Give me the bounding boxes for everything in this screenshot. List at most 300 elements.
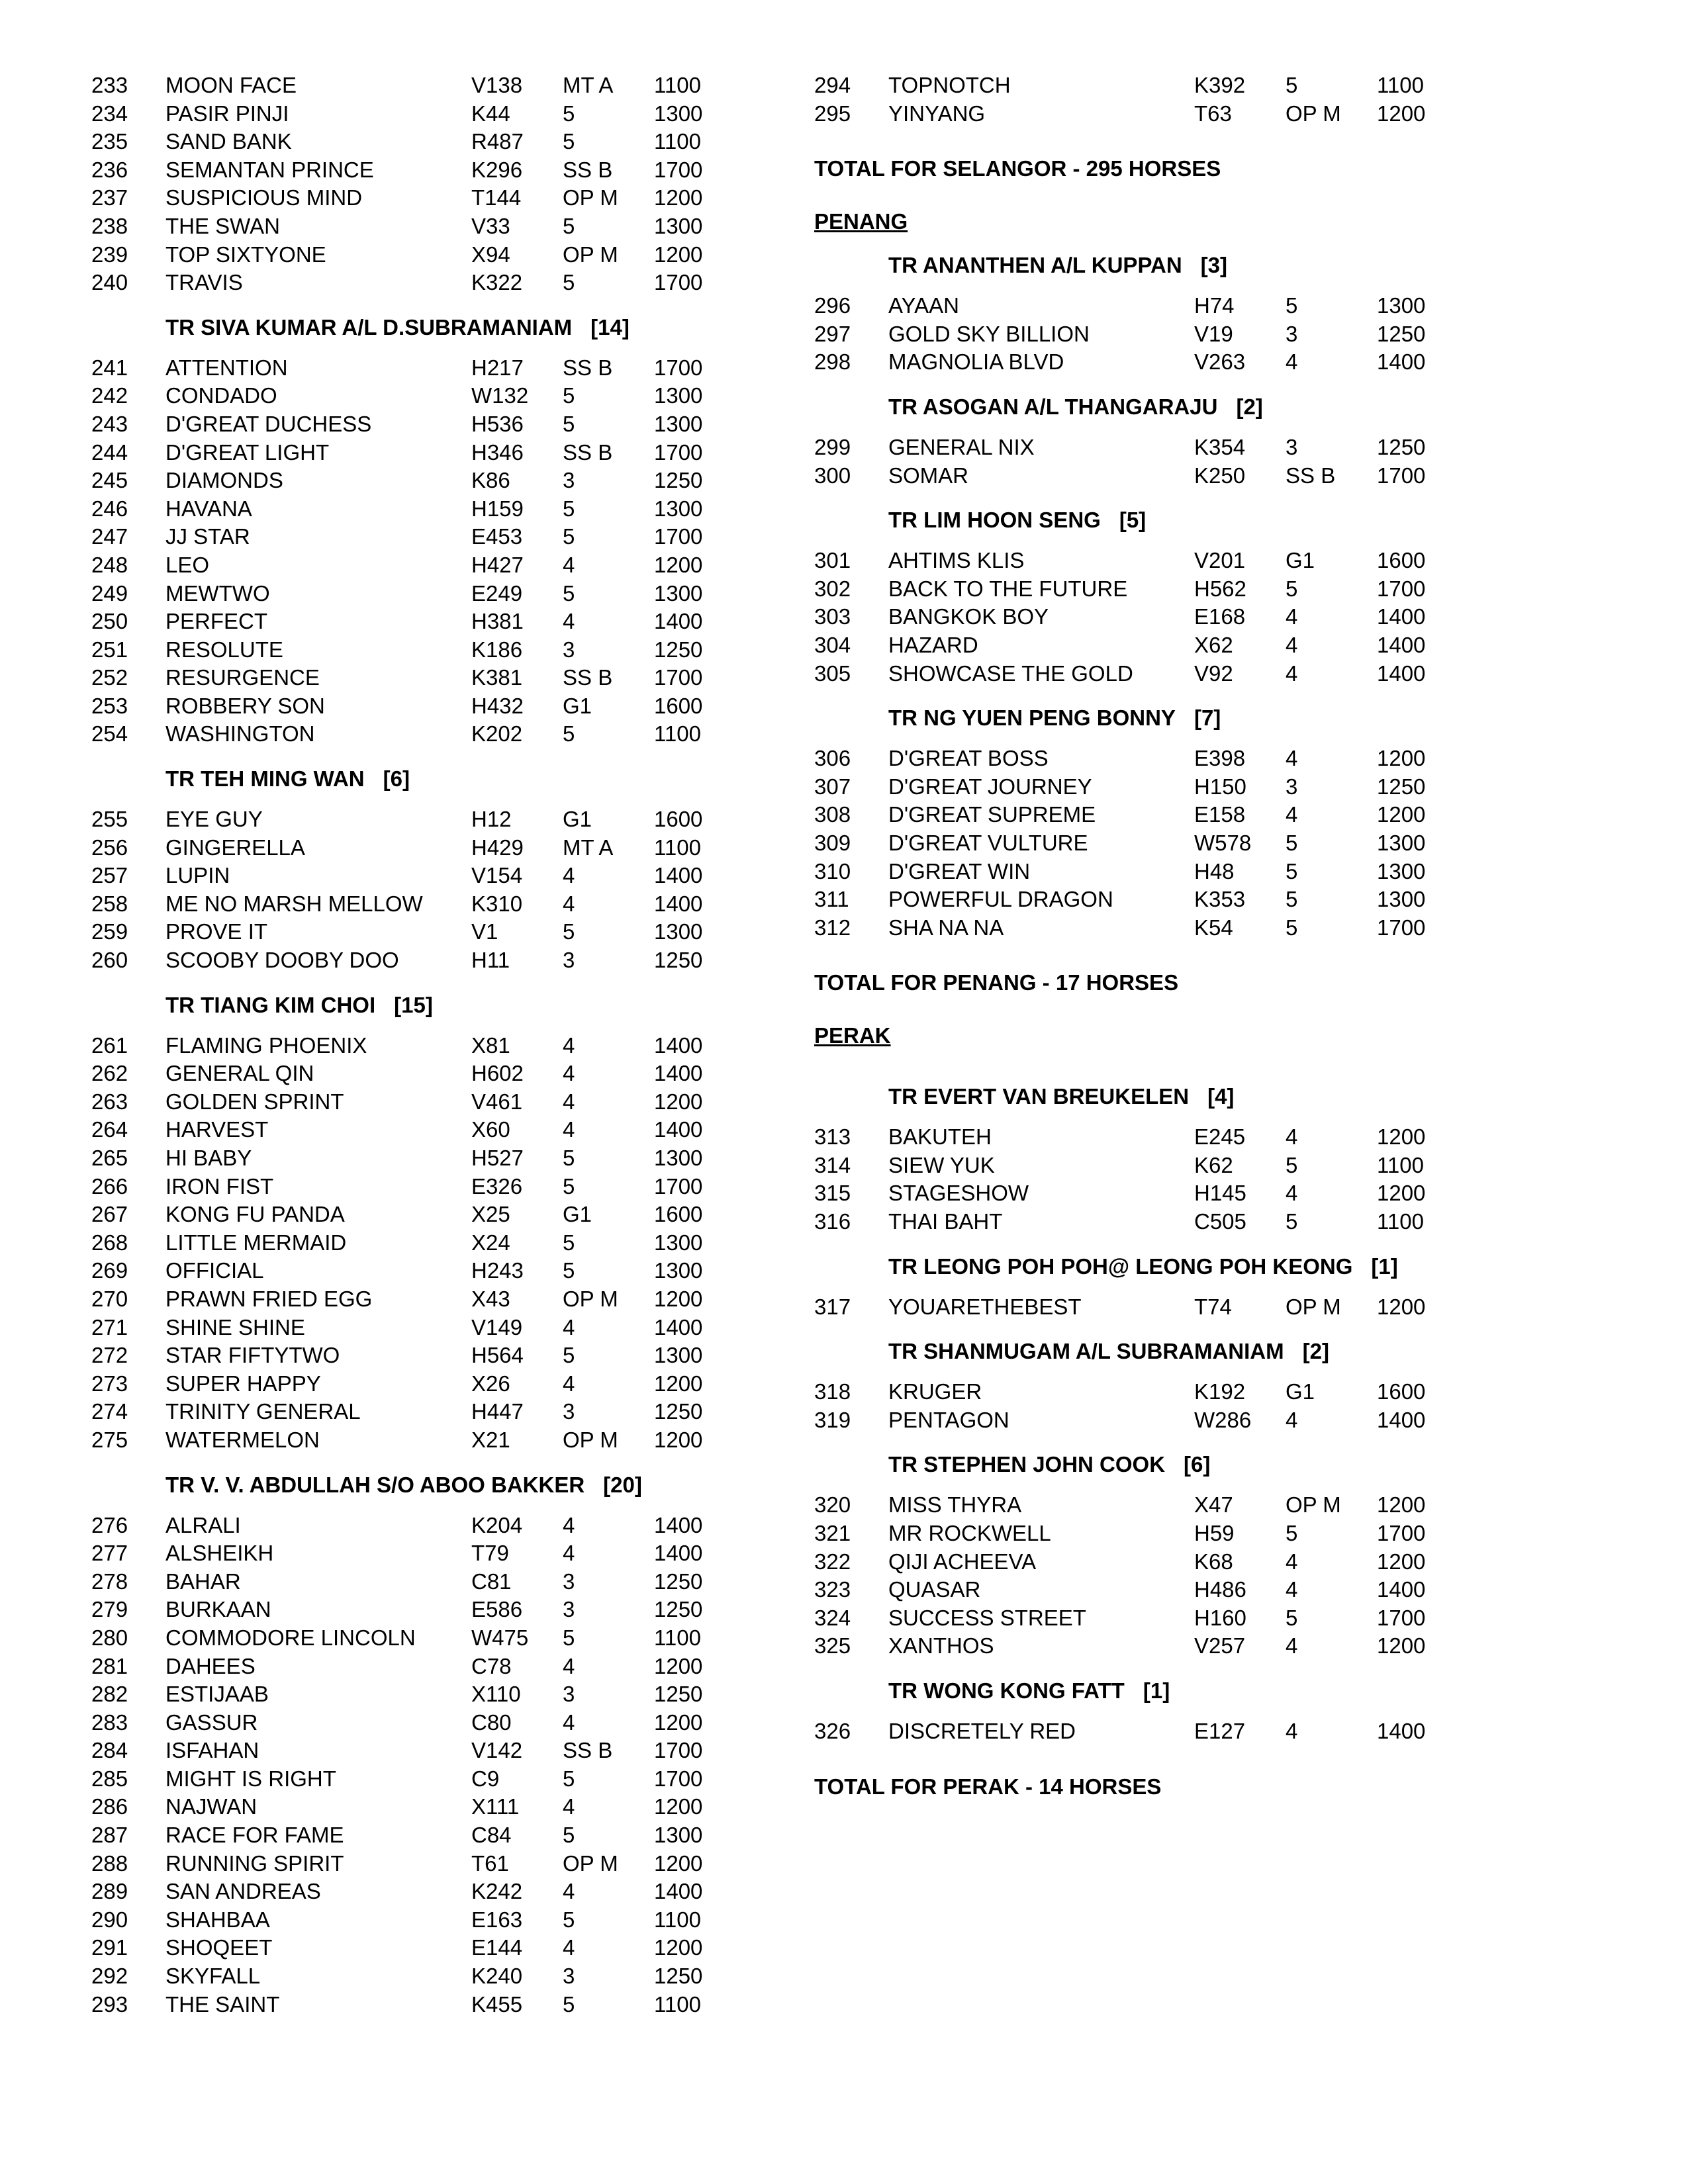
horse-code: E168 [1194,604,1246,629]
horse-code: E245 [1194,1124,1246,1150]
horse-name: D'GREAT VULTURE [888,830,1088,855]
entry-number: 257 [91,863,128,888]
horse-row [91,156,753,185]
horse-name: PASIR PINJI [165,101,289,126]
race-distance: 1700 [1377,463,1426,488]
horse-row [91,241,753,269]
race-class: 5 [563,129,575,154]
horse-row [91,212,753,241]
horse-row [91,636,753,664]
race-distance: 1700 [1377,576,1426,601]
race-class: 4 [563,1061,575,1086]
horse-row [91,608,753,636]
race-class: 5 [563,1991,575,2017]
race-class: G1 [1286,1379,1315,1404]
horse-code: H447 [471,1399,524,1424]
entry-number: 269 [91,1258,128,1283]
horse-name: SKYFALL [165,1964,261,1989]
race-distance: 1200 [1377,1124,1426,1150]
horse-row [814,1152,1609,1180]
entry-number: 295 [814,101,851,126]
race-distance: 1200 [654,1709,703,1735]
race-class: 5 [1286,858,1298,884]
race-class: 5 [563,1343,575,1368]
horse-row [814,462,1609,490]
entry-number: 292 [91,1964,128,1989]
race-distance: 1100 [654,73,701,97]
race-class: 4 [1286,1577,1298,1602]
entry-number: 261 [91,1032,128,1058]
horse-name: HAZARD [888,632,978,657]
horse-name: BAHAR [165,1569,241,1594]
race-class: OP M [563,242,618,267]
horse-code: K204 [471,1512,523,1537]
horse-name: CONDADO [165,383,277,408]
horse-code: V154 [471,863,523,888]
race-class: 4 [563,1653,575,1678]
race-distance: 1250 [1377,434,1426,459]
horse-name: GOLDEN SPRINT [165,1089,344,1114]
horse-code: T63 [1194,101,1232,126]
horse-row [91,1229,753,1257]
horse-row [91,1878,753,1906]
entry-number: 318 [814,1379,851,1404]
horse-name: PENTAGON [888,1407,1009,1432]
horse-row [814,1293,1609,1322]
horse-code: V92 [1194,660,1233,686]
race-class: 5 [563,496,575,521]
race-distance: 1600 [1377,1379,1426,1404]
race-class: 5 [1286,293,1298,318]
region-title-penang: PENANG [814,209,908,234]
entry-number: 239 [91,242,128,267]
race-class: MT A [563,835,614,860]
horse-code: H564 [471,1343,524,1368]
race-class: 5 [1286,915,1298,940]
horse-code: X60 [471,1117,510,1142]
horse-row [91,1624,753,1653]
race-distance: 1700 [654,1173,703,1199]
horse-row [91,918,753,946]
entry-number: 265 [91,1146,128,1170]
race-distance: 1250 [654,1964,703,1989]
horse-name: OFFICIAL [165,1258,264,1283]
horse-row [814,1491,1609,1520]
race-class: 4 [1286,632,1298,657]
horse-code: W286 [1194,1407,1252,1432]
horse-row [814,1520,1609,1548]
entry-number: 246 [91,496,128,521]
race-class: OP M [563,1286,618,1311]
horse-code: K86 [471,468,510,493]
entry-number: 303 [814,604,851,629]
horse-row [91,1398,753,1426]
horse-row [814,745,1609,773]
entry-number: 282 [91,1682,128,1707]
entry-number: 325 [814,1633,851,1659]
horse-row [814,1406,1609,1435]
horse-row [91,523,753,551]
entry-number: 251 [91,637,128,662]
race-distance: 1400 [654,1879,703,1904]
entry-number: 283 [91,1709,128,1735]
horse-name: ISFAHAN [165,1738,259,1763]
horse-name: D'GREAT WIN [888,858,1031,884]
horse-name: GOLD SKY BILLION [888,321,1090,346]
horse-code: X47 [1194,1492,1233,1518]
horse-row [814,1717,1609,1746]
horse-code: H346 [471,439,524,465]
race-distance: 1700 [654,1766,703,1791]
entry-number: 289 [91,1879,128,1904]
entry-number: 288 [91,1850,128,1876]
entry-number: 260 [91,948,128,973]
horse-code: X21 [471,1427,510,1452]
horse-row [91,862,753,890]
horse-code: H562 [1194,576,1246,601]
horse-row [91,1850,753,1878]
horse-code: K44 [471,101,510,126]
horse-row [814,547,1609,575]
horse-name: LUPIN [165,863,230,888]
trainer-heading [165,314,753,341]
horse-row [91,1596,753,1624]
horse-row [814,801,1609,829]
horse-code: K250 [1194,463,1246,488]
race-class: OP M [563,1427,618,1452]
entry-number: 235 [91,129,128,154]
trainer-name: TR ASOGAN A/L THANGARAJU [888,394,1218,419]
horse-code: H159 [471,496,524,521]
horse-row [91,1144,753,1173]
race-distance: 1200 [1377,1181,1426,1206]
entry-number: 317 [814,1294,851,1319]
race-class: 4 [563,891,575,916]
trainer-name: TR STEPHEN JOHN COOK [888,1452,1166,1477]
race-class: 4 [1286,1549,1298,1574]
trainer-name: TR NG YUEN PENG BONNY [888,705,1176,731]
trainer-name: TR SIVA KUMAR A/L D.SUBRAMANIAM [165,314,573,340]
horse-code: E586 [471,1597,523,1622]
horse-row [91,1821,753,1850]
entry-number: 319 [814,1407,851,1432]
trainer-name: TR EVERT VAN BREUKELEN [888,1084,1190,1109]
race-distance: 1250 [654,637,703,662]
race-class: 5 [563,1230,575,1255]
trainer-heading [888,1451,1609,1478]
horse-name: SUCCESS STREET [888,1605,1086,1630]
race-class: 3 [563,948,575,973]
horse-code: V149 [471,1314,523,1340]
race-class: SS B [563,665,613,690]
horse-code: V19 [1194,321,1233,346]
race-distance: 1200 [1377,101,1426,126]
entry-number: 324 [814,1605,851,1630]
horse-row [814,631,1609,660]
race-class: 3 [563,468,575,493]
horse-code: E158 [1194,802,1246,827]
entry-number: 312 [814,915,851,940]
entry-number: 264 [91,1117,128,1142]
horse-name: THE SWAN [165,213,280,238]
horse-row [91,1342,753,1370]
entry-number: 255 [91,807,128,832]
horse-name: GENERAL NIX [888,434,1035,459]
horse-name: DIAMONDS [165,468,283,493]
horse-row [814,433,1609,462]
horse-name: D'GREAT SUPREME [888,802,1096,827]
horse-name: THAI BAHT [888,1209,1003,1234]
race-class: 4 [563,1371,575,1396]
entry-number: 276 [91,1512,128,1537]
entry-number: 300 [814,463,851,488]
entry-number: 278 [91,1569,128,1594]
race-distance: 1300 [654,1258,703,1283]
horse-name: SHOWCASE THE GOLD [888,660,1133,686]
race-distance: 1300 [654,1230,703,1255]
race-class: 5 [563,270,575,295]
horse-name: TRAVIS [165,270,243,295]
horse-row [91,1737,753,1765]
race-distance: 1700 [654,270,703,295]
race-distance: 1700 [654,355,703,380]
horse-name: KONG FU PANDA [165,1202,345,1227]
entry-number: 326 [814,1719,851,1743]
race-distance: 1250 [654,948,703,973]
race-distance: 1100 [654,835,701,860]
horse-name: D'GREAT BOSS [888,746,1049,771]
horse-code: H602 [471,1061,524,1086]
horse-name: MAGNOLIA BLVD [888,349,1064,375]
race-class: 4 [1286,802,1298,827]
race-class: 4 [563,1541,575,1566]
horse-name: RESURGENCE [165,665,320,690]
horse-code: E144 [471,1935,523,1960]
entry-number: 258 [91,891,128,916]
race-distance: 1200 [654,1371,703,1396]
entry-number: 263 [91,1089,128,1114]
horse-code: C81 [471,1569,512,1594]
selangor-total: TOTAL FOR SELANGOR - 295 HORSES [814,156,1221,181]
race-distance: 1300 [1377,858,1426,884]
entry-number: 284 [91,1738,128,1763]
race-class: 4 [563,552,575,577]
race-distance: 1400 [654,1541,703,1566]
race-distance: 1300 [1377,830,1426,855]
race-distance: 1200 [654,185,703,210]
entry-number: 313 [814,1124,851,1150]
horse-row [814,914,1609,942]
race-distance: 1100 [1377,1152,1424,1177]
horse-name: LITTLE MERMAID [165,1230,347,1255]
horse-code: X24 [471,1230,510,1255]
horse-code: T74 [1194,1294,1232,1319]
trainer-name: TR SHANMUGAM A/L SUBRAMANIAM [888,1339,1284,1364]
race-distance: 1250 [654,468,703,493]
horse-code: X111 [471,1794,520,1819]
race-distance: 1300 [654,496,703,521]
horse-name: COMMODORE LINCOLN [165,1625,416,1650]
race-distance: 1300 [654,411,703,436]
trainer-heading [888,507,1609,533]
entry-number: 247 [91,524,128,549]
horse-name: XANTHOS [888,1633,994,1659]
entry-number: 296 [814,293,851,318]
horse-row [91,269,753,297]
horse-row [91,1653,753,1681]
entry-number: 277 [91,1541,128,1566]
horse-code: H217 [471,355,524,380]
horse-code: K202 [471,721,523,747]
horse-code: E163 [471,1907,523,1932]
horse-name: MOON FACE [165,73,297,97]
horse-row [91,1201,753,1229]
race-distance: 1200 [654,552,703,577]
trainer-heading [888,1083,1609,1110]
trainer-horse-count: [5] [1119,508,1147,533]
horse-row [91,1539,753,1568]
horse-code: H432 [471,693,524,718]
entry-number: 238 [91,213,128,238]
race-distance: 1600 [654,1202,703,1227]
race-distance: 1100 [654,1625,701,1650]
trainer-horse-count: [14] [590,314,630,340]
horse-row [91,692,753,721]
horse-name: MISS THYRA [888,1492,1022,1518]
horse-code: H429 [471,835,524,860]
horse-row [91,890,753,919]
horse-code: K354 [1194,434,1246,459]
horse-row [814,348,1609,377]
race-class: 3 [563,1597,575,1622]
trainer-name: TR TIANG KIM CHOI [165,992,376,1017]
entry-number: 266 [91,1173,128,1199]
race-class: 5 [563,1173,575,1199]
race-distance: 1200 [654,1935,703,1960]
horse-code: K322 [471,270,523,295]
race-class: 5 [563,1766,575,1791]
horse-code: V1 [471,919,498,944]
horse-code: K54 [1194,915,1233,940]
entry-number: 248 [91,552,128,577]
horse-code: H536 [471,411,524,436]
race-class: 3 [1286,774,1298,799]
horse-name: BACK TO THE FUTURE [888,576,1128,601]
horse-row [814,1632,1609,1661]
horse-row [91,1257,753,1285]
race-class: 4 [563,1794,575,1819]
trainer-horse-count: [6] [383,766,410,792]
horse-code: V142 [471,1738,523,1763]
trainer-name: TR LEONG POH POH@ LEONG POH KEONG [888,1253,1353,1279]
entry-number: 242 [91,383,128,408]
horse-code: E249 [471,580,523,606]
horse-code: E453 [471,524,523,549]
horse-row [91,1568,753,1596]
horse-name: AHTIMS KLIS [888,548,1025,573]
horse-name: SAND BANK [165,129,292,154]
race-class: SS B [563,1738,613,1763]
race-distance: 1200 [1377,1294,1426,1319]
race-class: 5 [563,1258,575,1283]
horse-name: KRUGER [888,1379,982,1404]
race-distance: 1700 [654,439,703,465]
horse-row [814,71,1609,100]
race-distance: 1250 [654,1399,703,1424]
horse-row [814,292,1609,320]
horse-name: PERFECT [165,609,268,634]
horse-row [91,410,753,439]
horse-row [814,603,1609,631]
horse-row [814,1179,1609,1208]
horse-code: H150 [1194,774,1246,799]
trainer-name: TR LIM HOON SENG [888,508,1101,533]
trainer-horse-count: [2] [1236,394,1263,419]
race-class: 4 [563,1314,575,1340]
horse-row [91,1765,753,1794]
horse-name: TOP SIXTYONE [165,242,326,267]
horse-name: SEMANTAN PRINCE [165,157,374,182]
race-distance: 1400 [1377,660,1426,686]
horse-code: W132 [471,383,529,408]
horse-name: TRINITY GENERAL [165,1399,361,1424]
entry-number: 315 [814,1181,851,1206]
horse-row [91,1680,753,1709]
horse-name: SHA NA NA [888,915,1004,940]
horse-name: WATERMELON [165,1427,320,1452]
race-class: OP M [1286,101,1341,126]
entry-number: 291 [91,1935,128,1960]
entry-number: 309 [814,830,851,855]
race-class: OP M [1286,1492,1341,1518]
horse-code: H145 [1194,1181,1246,1206]
race-class: 5 [1286,576,1298,601]
horse-code: X62 [1194,632,1233,657]
horse-name: GENERAL QIN [165,1061,314,1086]
race-class: 3 [1286,321,1298,346]
horse-row [91,1709,753,1737]
race-class: 4 [563,1089,575,1114]
horse-code: C505 [1194,1209,1246,1234]
race-class: 5 [563,383,575,408]
horse-code: K296 [471,157,523,182]
horse-row [91,834,753,862]
horse-row [91,100,753,128]
race-distance: 1700 [654,665,703,690]
entry-number: 285 [91,1766,128,1791]
race-class: 3 [563,637,575,662]
race-class: 4 [563,1879,575,1904]
entry-number: 234 [91,101,128,126]
horse-row [814,1378,1609,1406]
race-distance: 1300 [654,213,703,238]
trainer-heading [888,705,1609,731]
race-distance: 1400 [1377,632,1426,657]
horse-name: IRON FIST [165,1173,274,1199]
horse-row [814,1576,1609,1604]
horse-code: V461 [471,1089,523,1114]
race-class: 5 [563,1907,575,1932]
entry-number: 308 [814,802,851,827]
horse-name: SCOOBY DOOBY DOO [165,948,399,973]
horse-name: AYAAN [888,293,959,318]
horse-code: K353 [1194,887,1246,912]
race-distance: 1400 [654,891,703,916]
horse-row [91,354,753,383]
entry-number: 280 [91,1625,128,1650]
horse-code: V138 [471,73,523,97]
entry-number: 233 [91,73,128,97]
